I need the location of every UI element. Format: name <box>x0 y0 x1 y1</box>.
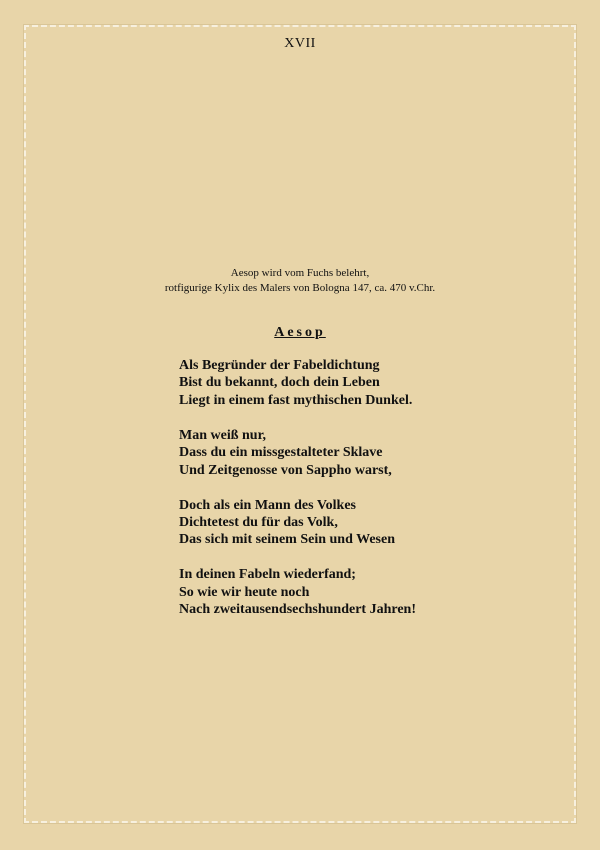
stanza-3 <box>179 497 416 549</box>
poem-line: So wie wir heute noch <box>179 584 310 600</box>
stanza-1 <box>179 357 416 409</box>
poem-line: Als Begründer der Fabeldichtung <box>179 358 380 373</box>
poem-line: Bist du bekannt, doch dein Leben <box>179 375 380 391</box>
poem-line: In deinen Fabeln wiederfand; <box>179 567 356 583</box>
poem-line: Nach zweitausendsechshundert Jahren! <box>179 602 416 618</box>
stanza-2 <box>179 427 416 479</box>
poem-line: Und Zeitgenosse von Sappho warst, <box>179 462 392 478</box>
image-caption <box>0 266 600 296</box>
poem-line: Doch als ein Mann des Volkes <box>179 497 356 513</box>
stanza-4 <box>179 566 416 618</box>
poem-title: Aesop <box>274 325 326 340</box>
poem-line: Man weiß nur, <box>179 427 267 443</box>
poem-line: Dichtetest du für das Volk, <box>179 515 338 531</box>
caption-line-1: Aesop wird vom Fuchs belehrt, <box>230 267 370 279</box>
poem-line: Liegt in einem fast mythischen Dunkel. <box>179 392 413 408</box>
page-number: XVII <box>284 36 316 51</box>
caption-line-2: rotfigurige Kylix des Malers von Bologna 147, ca. 470 v.Chr. <box>164 282 436 294</box>
poem-line: Das sich mit seinem Sein und Wesen <box>179 532 395 548</box>
poem-body <box>179 357 416 636</box>
poem-line: Dass du ein missgestalteter Sklave <box>179 445 383 461</box>
